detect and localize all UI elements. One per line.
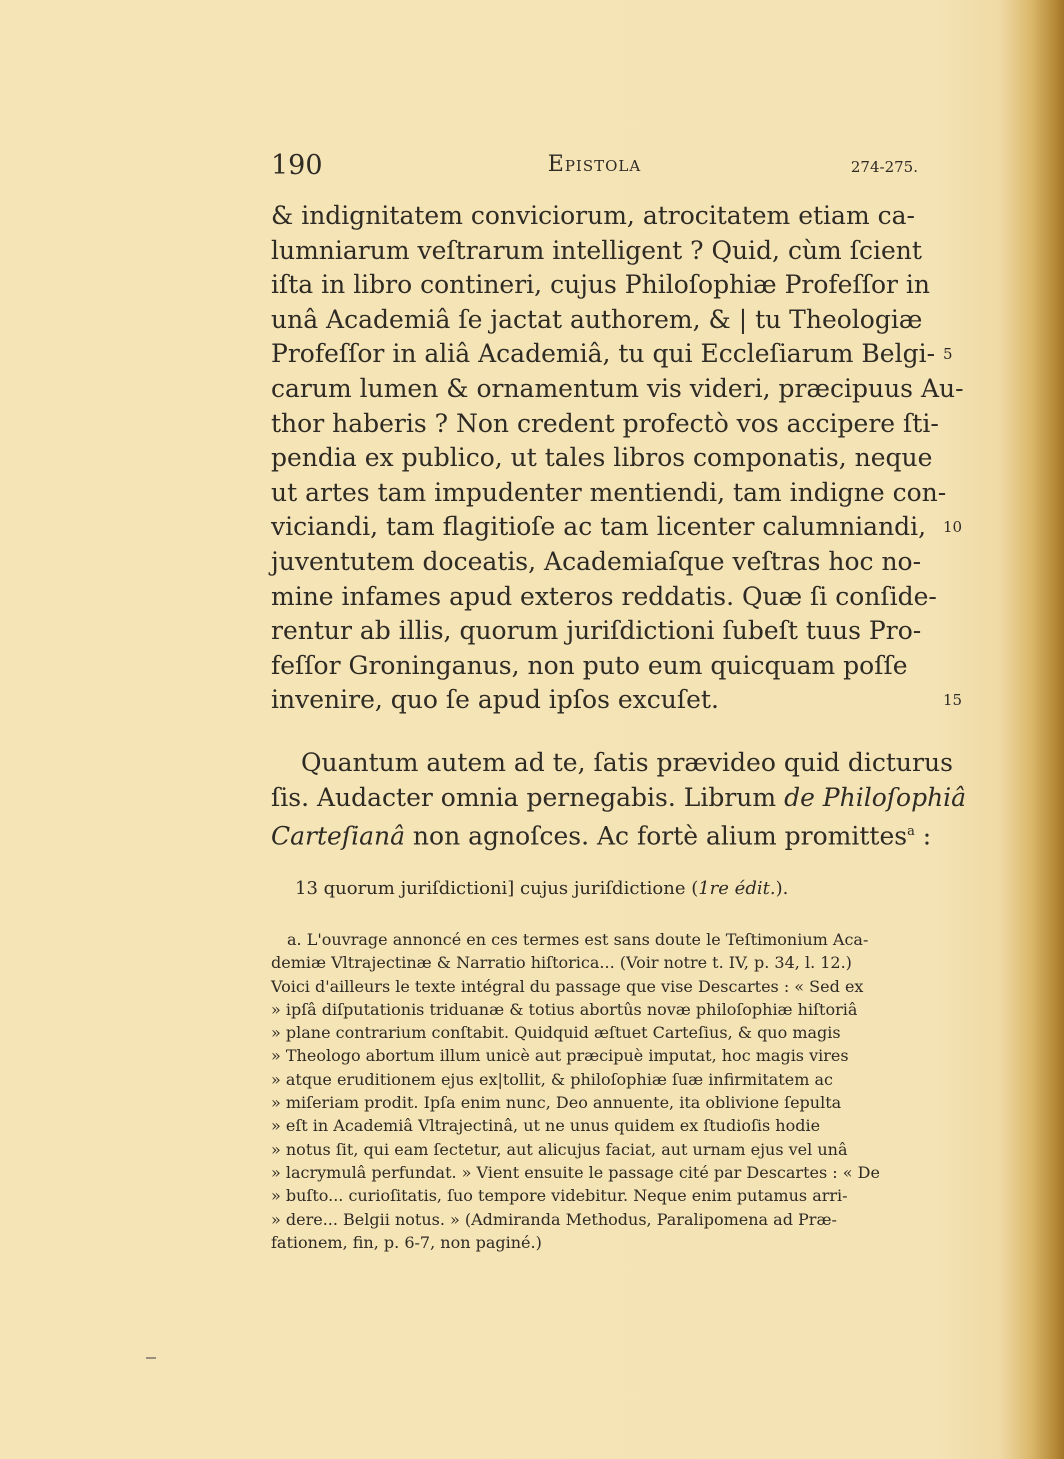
variant-reading <box>295 876 918 902</box>
text-line <box>271 199 918 234</box>
running-title: Epistola <box>547 152 642 177</box>
footnote-marker: a <box>907 824 915 840</box>
line-text: rentur ab illis, quorum juriſdictioni ſubeſt tuus Pro- <box>271 616 922 646</box>
text-line <box>271 441 933 476</box>
variant-text: 13 quorum juriſdictioni] cujus juriſdictione ( <box>295 878 699 899</box>
footnote-line: » Theologo abortum illum unicè aut præcipuè imputat, hoc magis vires <box>271 1046 849 1066</box>
footnote-line: a. L'ouvrage annoncé en ces termes est sans doute le Teſtimonium Aca- <box>287 930 869 949</box>
line-text: feſſor Groninganus, non puto eum quicquam poſſe <box>271 650 908 680</box>
running-header <box>271 150 918 186</box>
footnote-line: » plane contrarium conſtabit. Quidquid æſtuet Carteſius, & quo magis <box>271 1023 841 1043</box>
line-text: juventutem doceatis, Academiaſque veſtras hoc no- <box>271 546 922 576</box>
footnote-line: Voici d'ailleurs le texte intégral du passage que vise Descartes : « Sed ex <box>271 976 864 996</box>
line-text: invenire, quo ſe apud ipſos excuſet. <box>271 685 719 715</box>
footnote-line: » buſto... curioſitatis, ſuo tempore videbitur. Neque enim putamus arri- <box>271 1186 848 1206</box>
footnote-line: » atque eruditionem ejus ex|tollit, & philoſophiæ ſuæ infirmitatem ac <box>271 1069 833 1089</box>
text-line <box>271 407 939 442</box>
text-line <box>271 510 963 545</box>
text-line <box>271 815 932 851</box>
italic-title: Carteſianâ <box>271 821 405 851</box>
second-paragraph <box>271 746 967 851</box>
variant-edition: 1re édit. <box>698 878 776 899</box>
main-text <box>271 199 964 718</box>
text-line <box>271 268 931 303</box>
text-line <box>271 337 953 372</box>
line-text: lumniarum veſtrarum intelligent ? Quid, cùm ſcient <box>271 235 922 265</box>
page-number: 190 <box>271 150 323 181</box>
line-number-15: 15 <box>943 691 963 710</box>
line-text: ut artes tam impudenter mentiendi, tam indigne con- <box>271 477 947 507</box>
line-text: mine infames apud exteros reddatis. Quæ ſi conſide- <box>271 581 937 611</box>
text-line <box>271 476 947 511</box>
footnote-line: » lacrymulâ perfundat. » Vient ensuite le passage cité par Descartes : « De <box>271 1162 880 1182</box>
line-number-10: 10 <box>943 518 963 537</box>
line-text: non agnoſces. Ac fortè alium promittes <box>404 821 908 851</box>
text-line <box>271 234 922 269</box>
line-text: viciandi, tam flagitioſe ac tam licenter calumniandi, <box>271 512 927 542</box>
line-text: & indignitatem conviciorum, atrocitatem etiam ca- <box>271 201 915 230</box>
text-line <box>271 545 922 580</box>
footnote-line: » eſt in Academiâ Vltrajectinâ, ut ne unus quidem ex ſtudioſis hodie <box>271 1116 821 1136</box>
text-line <box>271 372 964 407</box>
footnote-line: » dere... Belgii notus. » (Admiranda Methodus, Paralipomena ad Præ- <box>271 1209 837 1229</box>
page-references: 274-275. <box>850 158 918 176</box>
line-text: Profeſſor in aliâ Academiâ, tu qui Eccleſiarum Belgi- <box>271 339 936 369</box>
line-text: thor haberis ? Non credent profectò vos accipere ſti- <box>271 408 939 438</box>
text-line <box>271 683 963 718</box>
italic-title: de Philoſophiâ <box>784 782 967 812</box>
line-text: iſta in libro contineri, cujus Philoſophiæ Profeſſor in <box>271 270 931 300</box>
line-number-5: 5 <box>943 345 953 364</box>
footnote-line: » notus ſit, qui eam ſectetur, aut alicujus faciat, aut urnam ejus vel unâ <box>271 1139 848 1159</box>
margin-mark <box>146 1357 156 1359</box>
text-line <box>271 746 953 781</box>
footnote-line: » miſeriam prodit. Ipſa enim nunc, Deo annuente, ita oblivione ſepulta <box>271 1093 842 1113</box>
text-line <box>271 649 918 684</box>
line-text: : <box>914 821 932 851</box>
line-text: pendia ex publico, ut tales libros componatis, neque <box>271 443 933 473</box>
text-line <box>271 614 922 649</box>
footnote <box>271 928 918 1254</box>
text-line <box>271 303 923 338</box>
variant-close: ). <box>775 878 789 899</box>
text-line <box>271 580 937 615</box>
footnote-line: » ipſâ diſputationis triduanæ & totius abortûs novæ philoſophiæ hiſtoriâ <box>271 999 858 1019</box>
line-text: Quantum autem ad te, ſatis prævideo quid dicturus <box>301 748 953 777</box>
line-text: unâ Academiâ ſe jactat authorem, & | tu Theologiæ <box>271 304 923 334</box>
line-text: ſis. Audacter omnia pernegabis. Librum <box>271 782 785 812</box>
footnote-line: fationem, fin, p. 6-7, non paginé.) <box>271 1232 542 1252</box>
line-text: carum lumen & ornamentum vis videri, præcipuus Au- <box>271 373 964 403</box>
footnote-line: demiæ Vltrajectinæ & Narratio hiſtorica... (Voir notre t. IV, p. 34, l. 12.) <box>271 953 852 973</box>
text-line <box>271 781 967 816</box>
